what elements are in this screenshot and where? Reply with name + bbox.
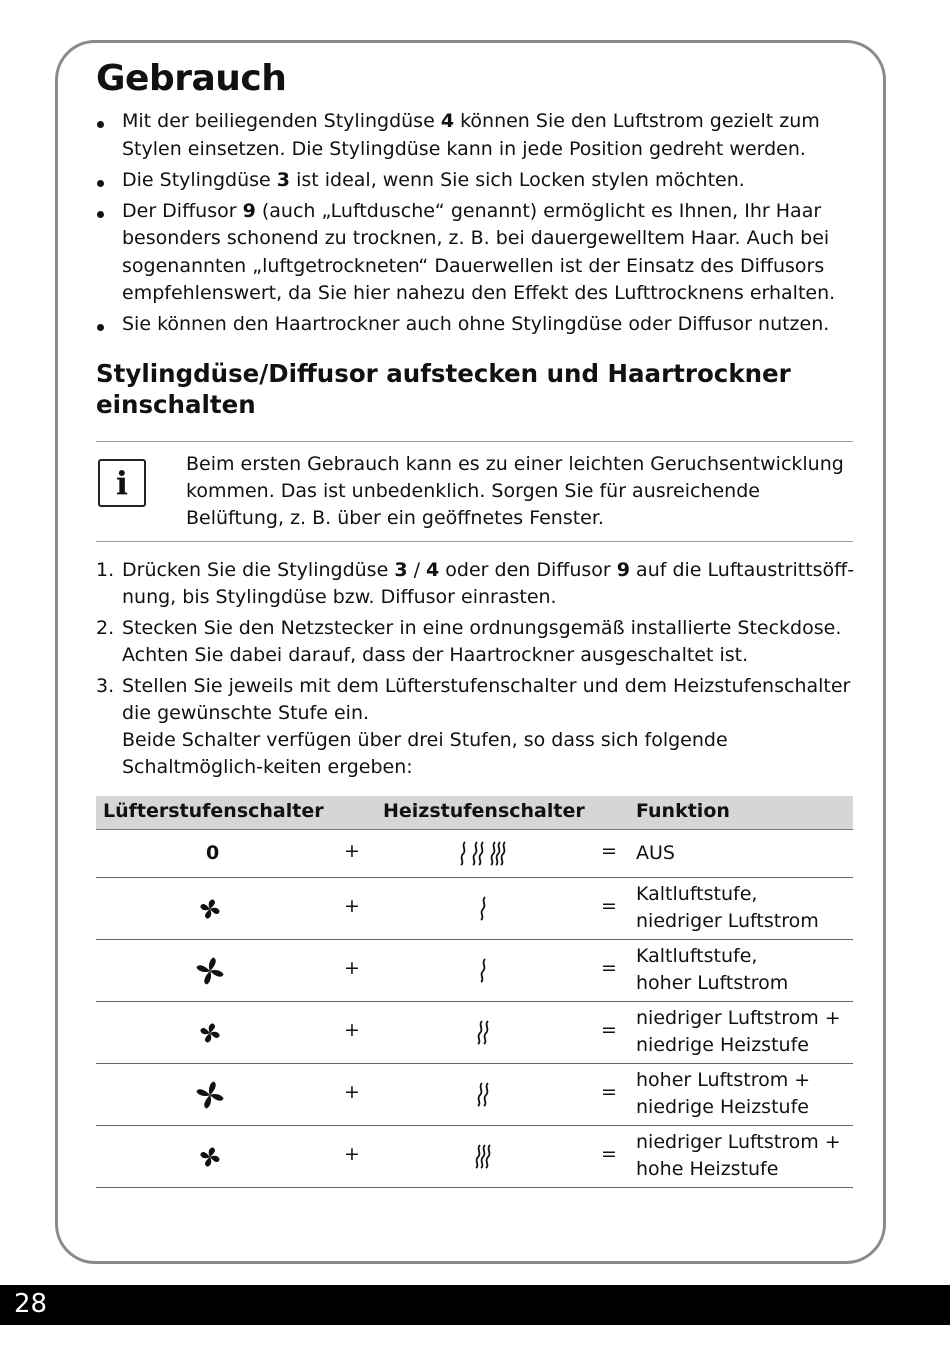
bullet-item: Mit der beiliegenden Stylingdüse 4 können Sie den Luftstrom gezielt zum Stylen einsetzen. Die Stylingdüse kann in jede Position gedreht werden. <box>96 108 856 163</box>
function-line: niedrige Heizstufe <box>636 1096 809 1118</box>
equals-sign: = <box>601 1019 617 1041</box>
fan-small-icon <box>200 1147 220 1167</box>
fan-small-icon <box>200 1023 220 1043</box>
switch-table <box>96 796 853 1188</box>
plus-sign: + <box>344 1143 360 1165</box>
fan-large-icon <box>196 1081 224 1109</box>
fan-small-icon <box>200 899 220 919</box>
heat-levels-icon <box>460 841 514 867</box>
plus-sign: + <box>344 1019 360 1041</box>
equals-sign: = <box>601 895 617 917</box>
footer-bar <box>0 1285 950 1325</box>
fan-level-off: 0 <box>206 842 220 864</box>
table-header <box>96 796 853 830</box>
step-item: 3. Stellen Sie jeweils mit dem Lüfterstufenschalter und dem Heizstufenschalter die gewünschte Stufe ein. Beide Schalter verfügen über drei Stufen, so dass sich folgende Schaltmöglich-keiten ergeben: <box>96 675 851 778</box>
header-function: Funktion <box>636 800 730 822</box>
equals-sign: = <box>601 1143 617 1165</box>
step-item: 2. Stecken Sie den Netzstecker in eine ordnungsgemäß installierte Steckdose. Achten Sie dabei darauf, dass der Haartrockner ausgeschaltet ist. <box>96 617 842 666</box>
bullet-item: Der Diffusor 9 (auch „Luftdusche“ genannt) ermöglicht es Ihnen, Ihr Haar besonders schonend zu trocknen, z. B. bei dauergewelltem Haar. Auch bei sogenannten „luftgetrockneten“ Dauerwellen ist der Einsatz des Diffusors empfehlenswert, da Sie hier nahezu den Effekt des Lufttrocknens erhalten. <box>96 198 856 308</box>
function-line: niedriger Luftstrom + <box>636 1007 841 1029</box>
plus-sign: + <box>344 840 360 862</box>
instruction-steps <box>96 557 856 785</box>
header-heat: Heizstufenschalter <box>383 800 585 822</box>
function-line: niedriger Luftstrom + <box>636 1131 841 1153</box>
heat-level-icon <box>477 1082 497 1108</box>
table-row <box>96 1002 853 1064</box>
info-note: Beim ersten Gebrauch kann es zu einer leichten Geruchsentwicklung kommen. Das ist unbedenklich. Sorgen Sie für ausreichende Belüftung, z. B. über ein geöffnetes Fenster. <box>186 453 844 529</box>
table-row <box>96 1126 853 1188</box>
heat-level-icon <box>480 896 494 922</box>
divider <box>96 541 853 542</box>
function-line: Kaltluftstufe, <box>636 945 758 967</box>
function-text <box>636 1067 810 1121</box>
page-title: Gebrauch <box>96 58 287 99</box>
usage-bullet-list <box>96 108 856 342</box>
table-row <box>96 830 853 878</box>
plus-sign: + <box>344 957 360 979</box>
table-row <box>96 940 853 1002</box>
function-text <box>636 943 788 997</box>
function-line: niedrige Heizstufe <box>636 1034 809 1056</box>
function-text <box>636 840 675 867</box>
heat-level-icon <box>480 958 494 984</box>
function-text <box>636 881 819 935</box>
function-line: hoher Luftstrom <box>636 972 789 994</box>
plus-sign: + <box>344 1081 360 1103</box>
heat-level-icon <box>475 1144 499 1170</box>
function-line: AUS <box>636 842 675 864</box>
table-row <box>96 1064 853 1126</box>
equals-sign: = <box>601 840 617 862</box>
header-fan: Lüfterstufenschalter <box>103 800 324 822</box>
function-line: hohe Heizstufe <box>636 1158 779 1180</box>
page-number: 28 <box>14 1289 48 1319</box>
function-text <box>636 1005 841 1059</box>
function-line: Kaltluftstufe, <box>636 883 758 905</box>
step-item: 1. Drücken Sie die Stylingdüse 3 / 4 oder den Diffusor 9 auf die Luftaustrittsöff-nung, bis Stylingdüse bzw. Diffusor einrasten. <box>96 559 855 608</box>
bullet-item: Sie können den Haartrockner auch ohne Stylingdüse oder Diffusor nutzen. <box>96 311 856 339</box>
function-line: niedriger Luftstrom <box>636 910 819 932</box>
function-line: hoher Luftstrom + <box>636 1069 811 1091</box>
equals-sign: = <box>601 957 617 979</box>
equals-sign: = <box>601 1081 617 1103</box>
plus-sign: + <box>344 895 360 917</box>
info-icon: i <box>98 459 146 507</box>
fan-large-icon <box>196 957 224 985</box>
divider <box>96 441 853 442</box>
table-row <box>96 878 853 940</box>
bullet-item: Die Stylingdüse 3 ist ideal, wenn Sie sich Locken stylen möchten. <box>96 167 856 195</box>
section-heading: Stylingdüse/Diffusor aufstecken und Haartrockner einschalten <box>96 359 791 419</box>
function-text <box>636 1129 841 1183</box>
heat-level-icon <box>477 1020 497 1046</box>
